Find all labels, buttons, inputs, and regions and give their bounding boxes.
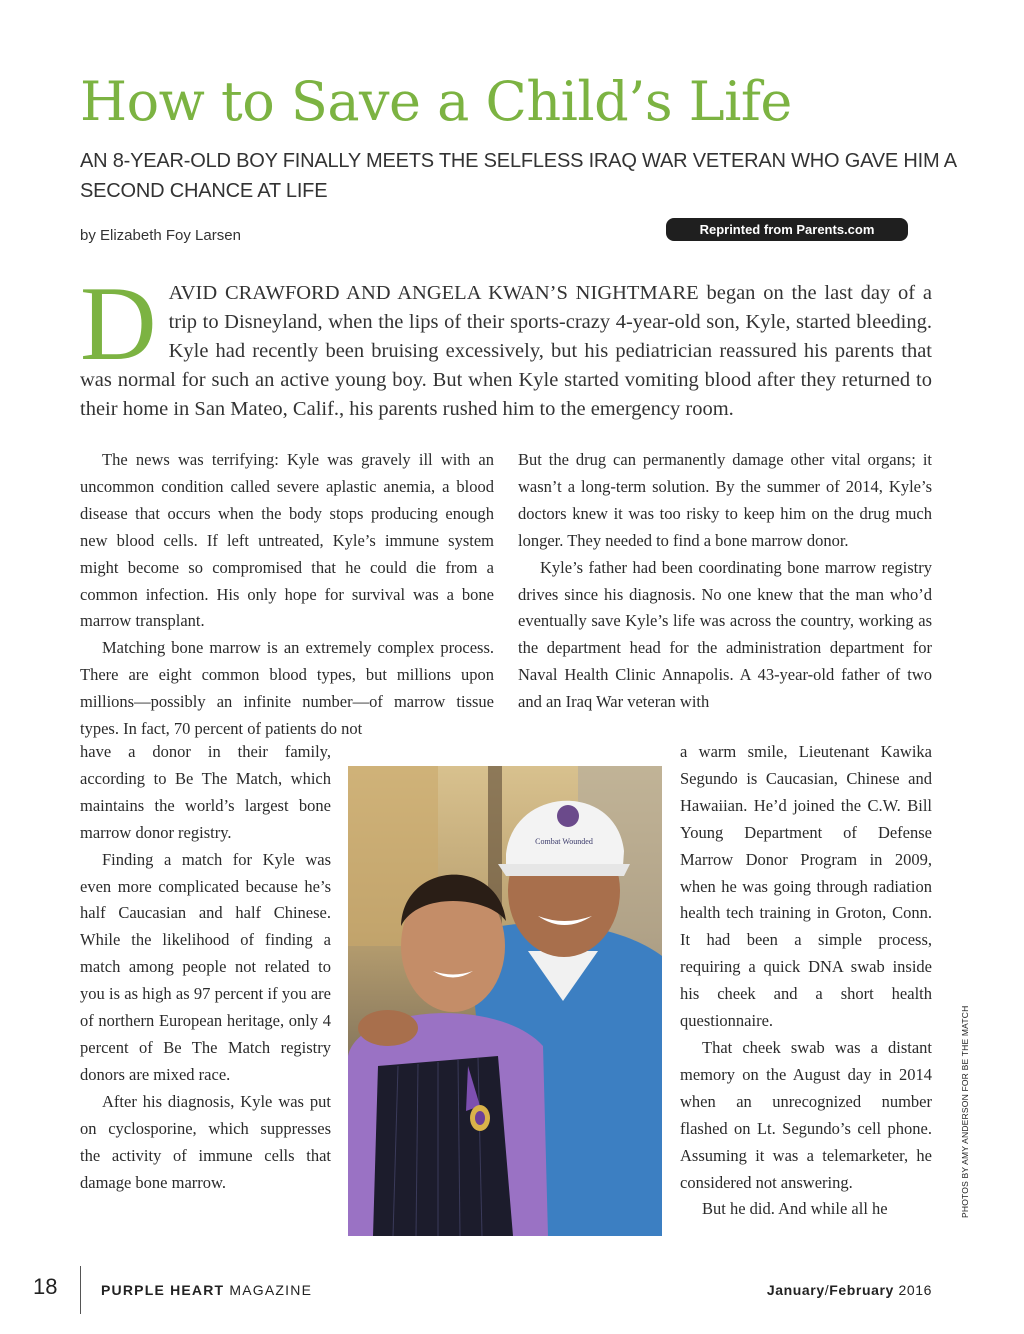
magazine-name-bold: PURPLE HEART [101,1282,225,1298]
magazine-name-rest: MAGAZINE [224,1282,313,1298]
body-paragraph: But he did. And while all he [702,1199,888,1219]
body-paragraph: have a donor in their family, according to Be The Match, which maintains the world’s largest bone marrow donor registry. [80,742,331,842]
right-column-top [518,447,932,716]
article-subtitle: AN 8-YEAR-OLD BOY FINALLY MEETS THE SELFLESS IRAQ WAR VETERAN WHO GAVE HIM A SECOND CHANCE AT LIFE [80,150,956,202]
reprint-badge: Reprinted from Parents.com [666,218,908,241]
footer-divider [80,1266,81,1314]
left-column-top [80,447,494,743]
left-column-bottom [80,739,331,1196]
issue-date [767,1282,932,1298]
photo-credit: PHOTOS BY AMY ANDERSON FOR BE THE MATCH [960,1005,970,1218]
issue-month1: January [766,1282,825,1298]
body-paragraph: The news was terrifying: Kyle was gravely ill with an uncommon condition called severe aplastic anemia, a blood disease that occurs when the body stops producing enough new blood cells. If left untreated, Kyle’s immune system might become so compromised that he could die from a common infection. His only hope for survival was a bone marrow transplant. [80,450,494,631]
page-number: 18 [33,1274,58,1299]
body-paragraph: a warm smile, Lieutenant Kawika Segundo is Caucasian, Chinese and Hawaiian. He’d joined the C.W. Bill Young Department of Defense Marrow Donor Program in 2009, when he was going through radiation health tech training in Groton, Conn. It had been a simple process, requiring a quick DNA swab inside his cheek and a short health questionnaire. [680,742,932,1031]
body-paragraph: Matching bone marrow is an extremely complex process. There are eight common blood types, but millions upon millions—possibly an infinite number—of marrow tissue types. In fact, 70 percent of patients do not [80,638,494,739]
article-photo [348,766,662,1236]
drop-cap: D [80,265,157,382]
lede-text: began on the last day of a trip to Disneyland, when the lips of their sports-crazy 4-year-old son, Kyle, started bleeding. Kyle had recently been bruising excessively, but his pediatrician reassured his parents that was normal for such an active young boy. But when Kyle started vomiting blood after they returned to their home in San Mateo, Calif., his parents rushed him to the emergency room. [80,282,932,420]
body-paragraph: After his diagnosis, Kyle was put on cyclosporine, which suppresses the activity of immune cells that damage bone marrow. [80,1091,331,1192]
body-paragraph: But the drug can permanently damage other vital organs; it wasn’t a long-term solution. By the summer of 2014, Kyle’s doctors knew it was too risky to keep him on the drug much longer. They needed to find a bone marrow donor. [518,450,932,550]
issue-month2: February [829,1282,894,1298]
cap-text: Combat Wounded [535,837,593,846]
issue-separator: / [824,1282,830,1298]
lede-paragraph [80,265,932,424]
right-column-bottom [680,739,932,1223]
issue-year: 2016 [893,1282,932,1298]
byline: by Elizabeth Foy Larsen [80,227,241,244]
article-title: How to Save a Child’s Life [80,70,792,133]
magazine-name [101,1282,312,1298]
body-paragraph: Kyle’s father had been coordinating bone marrow registry drives since his diagnosis. No one knew that the man who’d eventually save Kyle’s life was across the country, working as the department head for the administration department for Naval Health Clinic Annapolis. A 43-year-old father of two and an Iraq War veteran with [518,557,932,712]
body-paragraph: Finding a match for Kyle was even more complicated because he’s half Caucasian and half Chinese. While the likelihood of finding a match among people not related to you is as high as 97 percent if you are of northern European heritage, only 4 percent of Be The Match registry donors are mixed race. [80,849,331,1084]
body-paragraph: That cheek swab was a distant memory on the August day in 2014 when an unrecognized number flashed on Lt. Segundo’s cell phone. Assuming it was a telemarketer, he considered not answering. [680,1037,932,1192]
lede-caps: AVID CRAWFORD AND ANGELA KWAN’S NIGHTMARE [168,282,699,304]
